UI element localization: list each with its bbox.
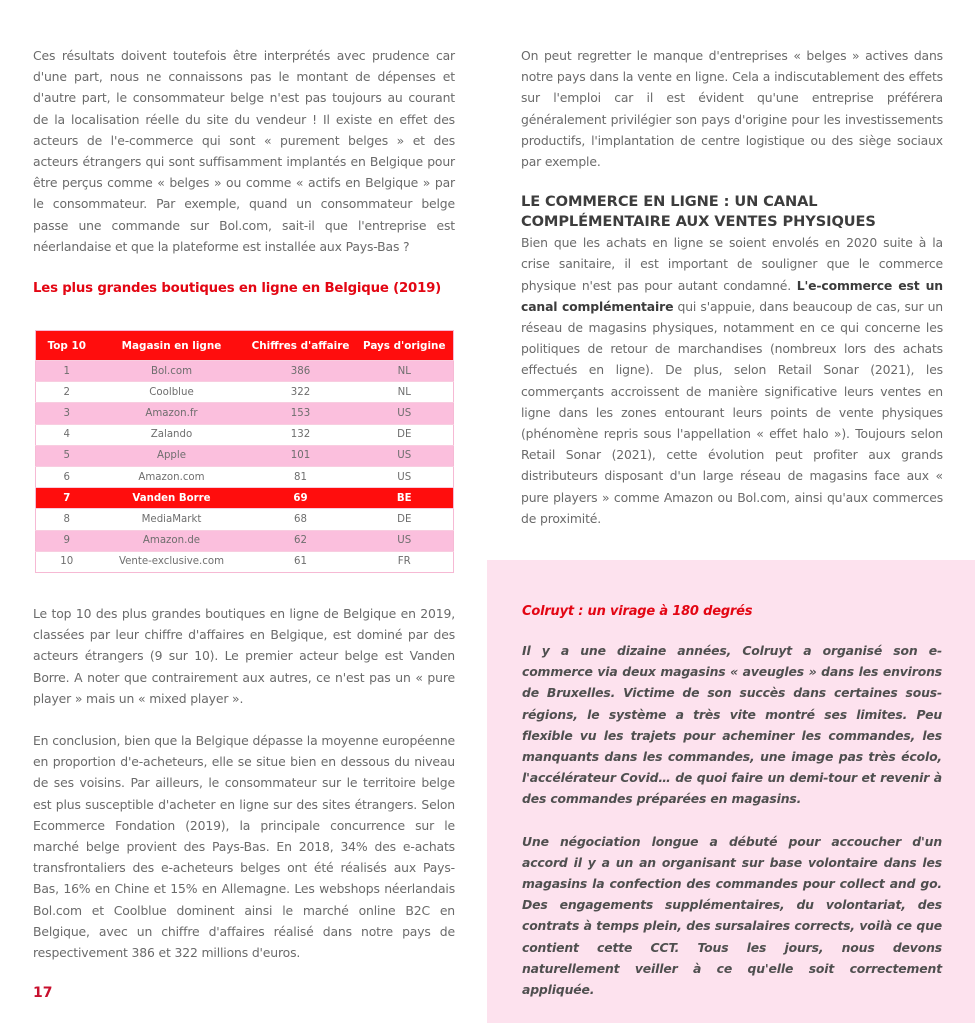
cell-revenue: 132 [246,424,356,445]
cell-country: US [356,445,454,466]
table-row [36,424,454,445]
cell-revenue: 62 [246,530,356,551]
emphasis-text: L'e-commerce est un canal complémentaire [521,277,943,314]
top-shops-table [35,330,454,573]
cell-revenue: 153 [246,403,356,424]
conclusion-paragraph: En conclusion, bien que la Belgique dépasse la moyenne européenne en proportion d'e-acheteurs, elle se situe bien en dessous du niveau de ses voisins. Par ailleurs, le consommateur sur le territoire belge est plus susceptible d'acheter en ligne sur des sites étrangers. Selon Ecommerce Fondation (2019), la principale concurrence sur le marché belge provient des Pays-Bas. En 2018, 34% des e-achats transfrontaliers des e-acheteurs belges ont été réalisés aux Pays-Bas, 16% en Chine et 15% en Allemagne. Les webshops néerlandais Bol.com et Coolblue dominent ainsi le marché online B2C en Belgique, avec un chiffre d'affaires réalisé dans notre pays de respectivement 386 et 322 millions d'euros. [33,733,455,961]
cell-country: NL [356,382,454,403]
cell-rank: 1 [36,361,98,382]
cell-store: Vente-exclusive.com [98,551,246,572]
table-row [36,445,454,466]
cell-country: US [356,466,454,487]
cell-store: Zalando [98,424,246,445]
sidebar-content [522,604,942,1000]
complementary-channel-paragraph [521,232,943,529]
cell-country: FR [356,551,454,572]
table-row-highlighted [36,488,454,509]
cell-rank: 5 [36,445,98,466]
intro-paragraph: Ces résultats doivent toutefois être interprétés avec prudence car d'une part, nous ne connaissons pas le montant de dépenses et d'autre part, le consommateur belge n'est pas toujours au courant de la localisation réelle du site du vendeur ! Il existe en effet des acteurs de l'e-commerce qui sont « purement belges » et des acteurs étrangers qui sont suffisamment implantés en Belgique pour être perçus comme « belges » ou comme « actifs en Belgique » par le consommateur. Par exemple, quand un consommateur belge passe une commande sur Bol.com, sait-il que l'entreprise est néerlandaise et que la plateforme est installée aux Pays-Bas ? [33,48,455,254]
section-heading: LE COMMERCE EN LIGNE : UN CANAL COMPLÉMENTAIRE AUX VENTES PHYSIQUES [521,193,876,231]
table-title: Les plus grandes boutiques en ligne en Belgique (2019) [33,281,442,297]
cell-store: Amazon.de [98,530,246,551]
cell-rank: 10 [36,551,98,572]
right-column [521,45,943,529]
cell-revenue: 386 [246,361,356,382]
table-row [36,466,454,487]
cell-rank: 6 [36,466,98,487]
cell-rank: 3 [36,403,98,424]
table-row [36,509,454,530]
cell-store: Vanden Borre [98,488,246,509]
header-store: Magasin en ligne [98,331,246,361]
cell-country: DE [356,509,454,530]
cell-country: DE [356,424,454,445]
cell-country: NL [356,361,454,382]
cell-revenue: 322 [246,382,356,403]
header-country: Pays d'origine [356,331,454,361]
cell-rank: 8 [36,509,98,530]
cell-revenue: 68 [246,509,356,530]
cell-rank: 7 [36,488,98,509]
table-row [36,361,454,382]
cell-store: Amazon.com [98,466,246,487]
table-header-row [36,331,454,361]
cell-store: Amazon.fr [98,403,246,424]
table-row [36,382,454,403]
header-revenue: Chiffres d'affaire [246,331,356,361]
sidebar-quote-paragraph: Une négociation longue a débuté pour accoucher d'un accord il y a un an organisant sur base volontaire dans les magasins la confection des commandes pour collect and go. Des engagements supplémentaires, du volontariat, des contrats à temps plein, des sursalaires corrects, voilà ce que contient cette CCT. Tous les jours, nous devons naturellement veiller à ce qu'elle soit correctement appliquée. [522,833,942,998]
cell-rank: 4 [36,424,98,445]
cell-store: Coolblue [98,382,246,403]
table-row [36,530,454,551]
employment-paragraph: On peut regretter le manque d'entreprises « belges » actives dans notre pays dans la vente en ligne. Cela a indiscutablement des effets sur l'emploi car il est évident qu'une entreprise préférera généralement privilégier son pays d'origine pour les investissements productifs, l'implantation de centre logistique ou des siège sociaux par exemple. [521,48,943,170]
cell-revenue: 101 [246,445,356,466]
sidebar-quote-paragraph: Il y a une dizaine années, Colruyt a organisé son e-commerce via deux magasins « aveugles » dans les environs de Bruxelles. Victime de son succès dans certaines sous-régions, le système a très vite montré ses limites. Peu flexible vu les trajets pour acheminer les commandes, les manquants dans les commandes, une image pas très écolo, l'accélérateur Covid… de quoi faire un demi-tour et revenir à des commandes préparées en magasins. [522,643,942,807]
table-row [36,403,454,424]
cell-rank: 9 [36,530,98,551]
cell-country: BE [356,488,454,509]
cell-country: US [356,530,454,551]
cell-rank: 2 [36,382,98,403]
cell-store: Apple [98,445,246,466]
paragraph-text-start: Bien que les achats en ligne se soient envolés en 2020 suite à la crise sanitaire, il est important de souligner que le commerce physique n'est pas pour autant condamné. [521,235,943,293]
cell-country: US [356,403,454,424]
colruyt-sidebar-box [487,560,975,1023]
cell-revenue: 69 [246,488,356,509]
header-rank: Top 10 [36,331,98,361]
cell-store: MediaMarkt [98,509,246,530]
page-number: 17 [33,985,53,1001]
cell-revenue: 61 [246,551,356,572]
sidebar-title: Colruyt : un virage à 180 degrés [522,604,753,619]
paragraph-text-end: qui s'appuie, dans beaucoup de cas, sur un réseau de magasins physiques, notamment en ce qui concerne les politiques de retour de marchandises (nombreux lors des achats effectués en ligne). De plus, selon Retail Sonar (2021), les commerçants accroissent de manière significative leurs ventes en ligne dans les zones entourant leurs points de vente physiques (phénomène repris sous l'appellation « effet halo »). Toujours selon Retail Sonar (2021), cette évolution peut profiter aux grands distributeurs disposant d'un large réseau de magasins face aux « pure players » comme Amazon ou Bol.com, ainsi qu'aux commerces de proximité. [521,298,943,526]
cell-store: Bol.com [98,361,246,382]
left-column-lower [33,603,455,963]
left-column [33,45,455,299]
cell-revenue: 81 [246,466,356,487]
top10-analysis-paragraph: Le top 10 des plus grandes boutiques en ligne de Belgique en 2019, classées par leur chiffre d'affaires en Belgique, est dominé par des acteurs étrangers (9 sur 10). Le premier acteur belge est Vanden Borre. A noter que contrairement aux autres, ce n'est pas un « pure player » mais un « mixed player ». [33,606,455,706]
table-row [36,551,454,572]
